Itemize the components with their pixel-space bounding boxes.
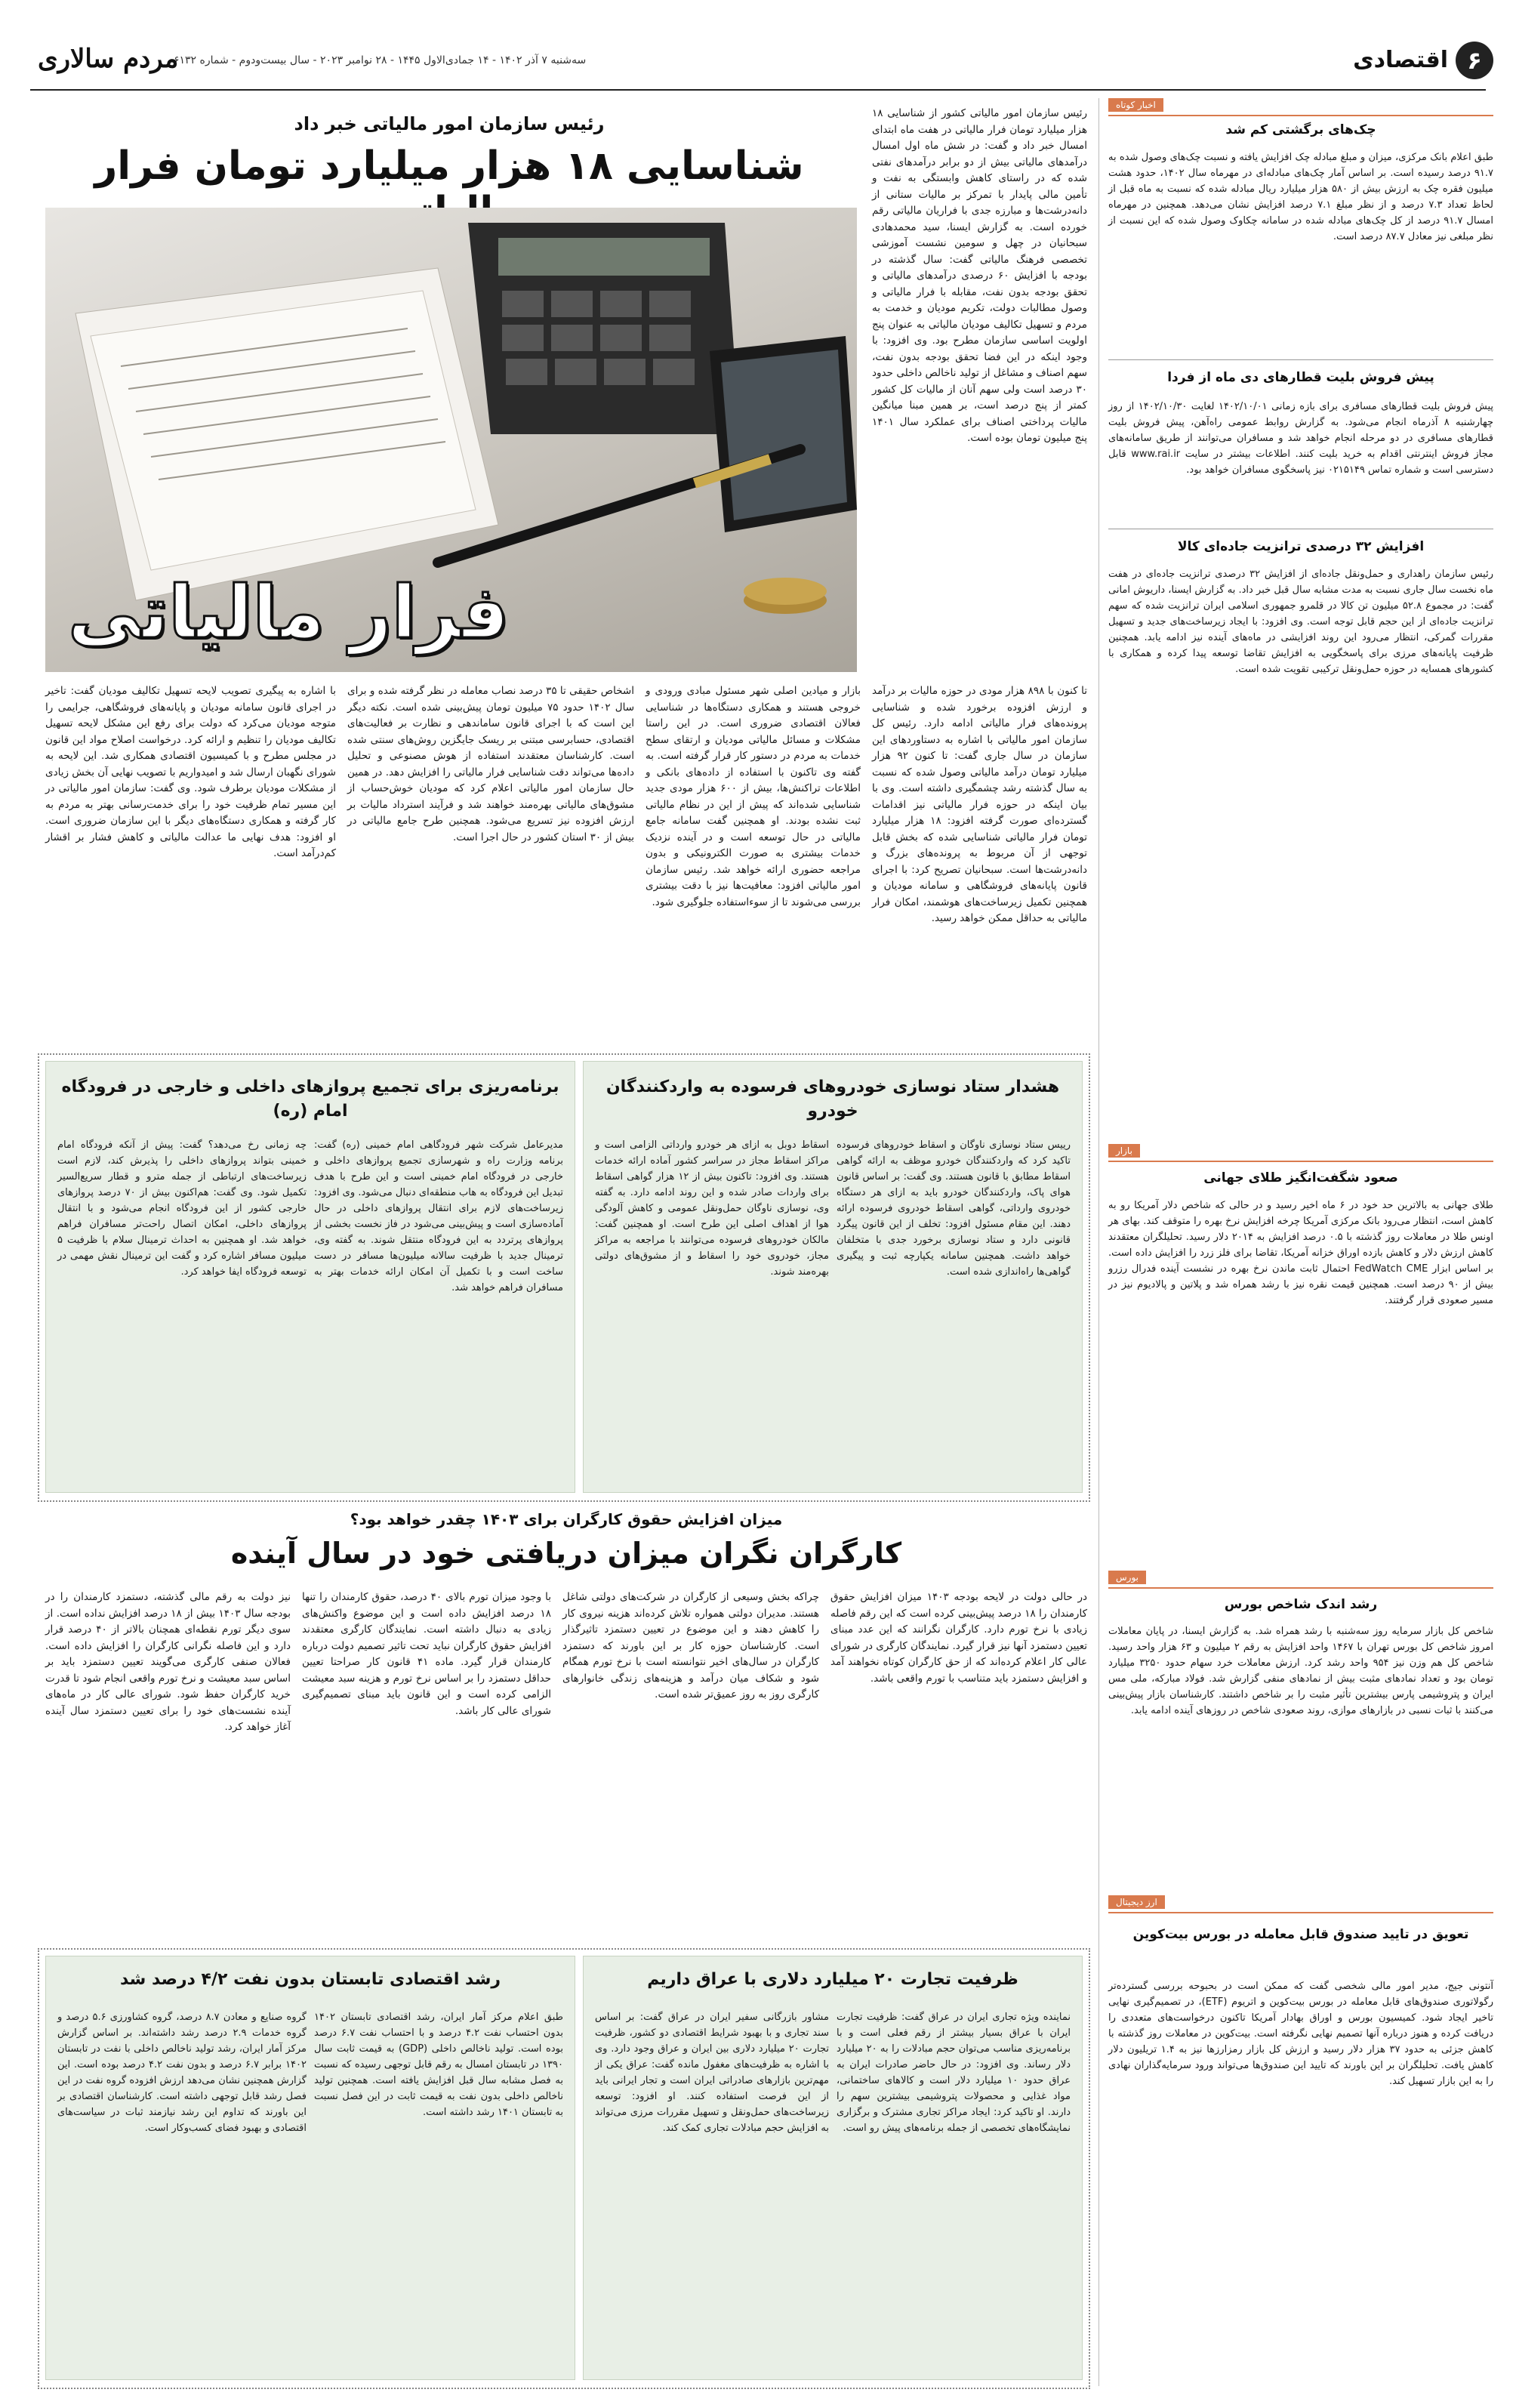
sidebar-rule: [1108, 1912, 1493, 1913]
box-body: گروه صنایع و معادن ۸.۷ درصد، گروه کشاورزی ۵.۶ درصد و گروه خدمات ۲.۹ درصد رشد داشته‌اند. بر اساس گزارش مرکز آمار ایران، رشد تولید ناخالص داخلی با نفت در تابستان ۱۴۰۲ برابر ۶.۷ درصد و بدون نفت ۴.۲ درصد بوده است. این گزارش همچنین نشان می‌دهد ارزش افزوده گروه نفت در این فصل رشد قابل توجهی داشته است. کارشناسان اقتصادی بر این باورند که تداوم این رشد نیازمند ثبات در سیاست‌های اقتصادی و بهبود فضای کسب‌وکار است.: [57, 2012, 307, 2134]
sidebar-title: چک‌های برگشتی کم شد: [1225, 122, 1376, 137]
wage-headline: کارگران نگران میزان دریافتی خود در سال آینده: [230, 1537, 902, 1570]
lead-body: بازار و میادین اصلی شهر مسئول مبادی ورودی و خروجی هستند و همکاری دستگاه‌ها در شناسایی فعالان اقتصادی ضروری است. در این راستا مشکلات و مسائل مالیاتی مودیان و ارتقای سطح خدمات به مردم در دستور کار قرار گرفته است. به گفته وی تاکنون با استفاده از داده‌های بانکی و اطلاعات تراکنش‌ها، بیش از ۶۰۰ هزار مودی جدید شناسایی شده‌اند که پیش از این در نظام مالیاتی ثبت نشده بودند. او همچنین گفت سامانه جامع مالیاتی در حال توسعه است و در آینده نزدیک خدمات بیشتری به صورت الکترونیکی و بدون مراجعه حضوری ارائه خواهد شد. رئیس سازمان امور مالیاتی افزود: معافیت‌ها نیز با دقت بیشتری بررسی می‌شوند تا از سوءاستفاده جلوگیری شود.: [646, 685, 861, 908]
news-box: [45, 1061, 575, 1493]
box-body: طبق اعلام مرکز آمار ایران، رشد اقتصادی تابستان ۱۴۰۲ بدون احتساب نفت ۴.۲ درصد و با احتساب نفت ۶.۷ درصد بوده است. تولید ناخالص داخلی (GDP) به قیمت ثابت سال ۱۳۹۰ در تابستان امسال به رقم قابل توجهی رسیده که نسبت به فصل مشابه سال قبل افزایش یافته است. همچنین تولید ناخالص داخلی بدون نفت به قیمت ثابت در این فصل نسبت به تابستان ۱۴۰۱ رشد داشته است.: [314, 2012, 563, 2118]
sidebar-title: افزایش ۳۲ درصدی ترانزیت جاده‌ای کالا: [1177, 539, 1425, 554]
box-body: نماینده ویژه تجاری ایران در عراق گفت: ظرفیت تجارت ایران با عراق بسیار بیشتر از رقم فعلی است و با برنامه‌ریزی مناسب می‌توان حجم مبادلات را به ۲۰ میلیارد دلار رساند. وی افزود: در حال حاضر صادرات ایران به عراق حدود ۱۰ میلیارد دلار است و کالاهای ساختمانی، مواد غذایی و محصولات پتروشیمی بیشترین سهم را دارند. او تاکید کرد: ایجاد مراکز تجاری مشترک و برگزاری نمایشگاه‌های تخصصی از جمله برنامه‌های پیش رو است.: [837, 2012, 1071, 2134]
box-body: رییس ستاد نوسازی ناوگان و اسقاط خودروهای فرسوده تاکید کرد که واردکنندگان خودرو موظف به ارائه گواهی اسقاط مطابق با قانون هستند. وی گفت: بر اساس قانون هوای پاک، واردکنندگان خودرو باید به ازای هر دستگاه خودروی وارداتی، گواهی اسقاط خودروی فرسوده ارائه دهند. این مقام مسئول افزود: تخلف از این قانون پیگرد قانونی دارد و ستاد نوسازی برخورد جدی با متخلفان خواهد داشت. همچنین سامانه یکپارچه ثبت و پیگیری گواهی‌ها راه‌اندازی شده است.: [837, 1139, 1071, 1278]
box-body: چه زمانی رخ می‌دهد؟ گفت: پیش از آنکه فرودگاه امام خمینی بتواند پروازهای داخلی را پذیرش کند، لازم است زیرساخت‌های ارتباطی از جمله مترو و قطار سریع‌السیر تکمیل شود. وی گفت: هم‌اکنون بیش از ۷۰ درصد پروازهای خارجی کشور از این فرودگاه انجام می‌شود و با انتقال پروازهای داخلی، امکان اتصال راحت‌تر مسافران فراهم خواهد شد. او همچنین به احداث ترمینال سلام با ظرفیت ۵ میلیون مسافر اشاره کرد و گفت این ترمینال نقش مهمی در توسعه فرودگاه ایفا خواهد کرد.: [57, 1139, 307, 1278]
sidebar-body: شاخص کل بازار سرمایه روز سه‌شنبه با رشد همراه شد. به گزارش ایسنا، در پایان معاملات امروز شاخص کل بورس تهران با ۱۴۶۷ واحد افزایش به رقم ۲ میلیون و ۶۳ هزار واحد رسید. شاخص کل هم وزن نیز ۹۵۴ واحد رشد کرد. ارزش معاملات خرد سهام حدود ۳۲۵۰ میلیارد تومان بود و تعداد نمادهای مثبت بیش از نمادهای منفی گزارش شد. فولاد مبارکه، ملی مس ایران و پتروشیمی پارس بیشترین تأثیر مثبت را بر شاخص داشتند. کارشناسان بازار پیش‌بینی می‌کنند با ثبات نسبی در بازارهای موازی، روند صعودی شاخص در روزهای آینده ادامه یابد.: [1108, 1626, 1494, 1716]
sidebar-tag: اخبار کوتاه: [1108, 98, 1163, 112]
sidebar-tag: بورس: [1108, 1571, 1146, 1584]
sidebar-body: آنتونی جیج، مدیر امور مالی شخصی گفت که ممکن است در بحبوحه بررسی گسترده‌تر رگولاتوری صندوق‌های قابل معامله در بورس بیت‌کوین و اتریوم (ETF)، در تصمیم‌گیری نهایی تاخیر ایجاد شود. کمیسیون بورس و اوراق بهادار آمریکا تاکنون درخواست‌های متعددی را دریافت کرده و هنوز درباره آنها تصمیم نهایی نگرفته است. بیت‌کوین در معاملات روز گذشته با کاهش جزئی به حدود ۳۷ هزار دلار رسید و ارزش کل بازار رمزارزها نیز به ۱.۴ تریلیون دلار کاهش یافت. تحلیلگران بر این باورند که تایید این صندوق‌ها می‌تواند ورود سرمایه‌گذاران نهادی را به این بازار تسهیل کند.: [1108, 1981, 1493, 2087]
sidebar-rule: [1108, 115, 1493, 116]
sidebar-title: تعویق در تایید صندوق قابل معامله در بورس بیت‌کوین: [1132, 1927, 1469, 1942]
sidebar-body: رئیس سازمان راهداری و حمل‌ونقل جاده‌ای از افزایش ۳۲ درصدی ترانزیت جاده‌ای در هفت ماه نخست سال جاری نسبت به مدت مشابه سال قبل خبر داد. به گزارش ایسنا، داریوش امانی گفت: در مجموع ۵۲.۸ میلیون تن کالا در قلمرو جمهوری اسلامی ایران ترانزیت شده که سهم ترانزیت جاده‌ای از این حجم قابل توجه است. وی افزود: با ایجاد زیرساخت‌های جدید و تسهیل مقررات گمرکی، انتظار می‌رود این روند افزایشی در ماه‌های آینده نیز ادامه یابد. همچنین ظرفیت پایانه‌های مرزی برای پاسخگویی به افزایش تقاضا توسعه پیدا کرده و همکاری با کشورهای همسایه در حوزه حمل‌ونقل ترکیبی تقویت شده است.: [1108, 569, 1493, 675]
page-number-badge: [1456, 42, 1493, 79]
sidebar-tag: بازار: [1108, 1144, 1140, 1158]
column-separator: [1098, 98, 1099, 2386]
masthead: [0, 0, 1516, 113]
sidebar-title: صعود شگفت‌انگیز طلای جهانی: [1203, 1170, 1398, 1186]
sidebar-title: رشد اندک شاخص بورس: [1224, 1597, 1378, 1612]
news-box: [583, 1061, 1083, 1493]
lead-kicker: رئیس سازمان امور مالیاتی خبر داد: [294, 113, 605, 134]
divider: [1108, 359, 1493, 360]
lead-intro: رئیس سازمان امور مالیاتی کشور از شناسایی ۱۸ هزار میلیارد تومان فرار مالیاتی در هفت ماه ابتدای امسال خبر داد و گفت: در شش ماه اول امسال درآمدهای مالیاتی بیش از دو برابر درآمدهای نفتی شده که در راستای کاهش وابستگی به نفت و تأمین مالی پایدار با تمرکز بر مالیات ستانی از دانه‌درشت‌ها و مبارزه جدی با فراریان مالیاتی رقم خورده است. به گزارش ایسنا، سید محمدهادی سبحانیان در چهل و سومین نشست آموزشی تخصصی فرهنگ مالیاتی گفت: سال گذشته در بودجه با افزایش ۶۰ درصدی درآمدهای مالیاتی و تحقق بودجه بدون نفت، مقابله با فرار مالیاتی و وصول مطالبات دولت، تکریم مودیان و خدمت به مردم و تسهیل تکالیف مودیان مالیاتی به عنوان پنج اولویت اساسی سازمان مطرح بود. وی افزود: با وجود اینکه در این فضا تحقق بودجه بدون نفت، سهم اصناف و مشاغل از تولید ناخالص داخلی حدود ۳۰ درصد است ولی سهم آنان از مالیات کل کشور کمتر از پنج درصد است، بر همین مبنا میانگین مالیات پرداختی اصناف برای عملکرد سال ۱۴۰۱ پنج میلیون تومان بوده است.: [872, 107, 1087, 444]
lead-headline: شناسایی ۱۸ هزار میلیارد تومان فرار: [94, 143, 804, 189]
box-title: هشدار ستاد نوسازی خودروهای فرسوده به واردکنندگان خودرو: [605, 1078, 1060, 1121]
news-box: [45, 1956, 575, 2380]
wage-body: با وجود میزان تورم بالای ۴۰ درصد، حقوق کارمندان را تنها ۱۸ درصد افزایش داده است و این موضوع واکنش‌های زیادی به دنبال داشته است. نمایندگان کارگری معتقدند افزایش حقوق کارگران نباید تحت تاثیر تصمیم دولت درباره کارمندان قرار گیرد. ماده ۴۱ قانون کار صراحتا تعیین حداقل دستمزد را بر اساس نرخ تورم و هزینه سبد معیشت الزامی کرده است و این قانون باید مبنای تصمیم‌گیری شورای عالی کار باشد.: [302, 1591, 552, 1717]
box-title: ظرفیت تجارت ۲۰ میلیارد دلاری با عراق داریم: [647, 1970, 1018, 1989]
sidebar-body: پیش فروش بلیت قطارهای مسافری برای بازه زمانی ۱۴۰۲/۱۰/۰۱ لغایت ۱۴۰۲/۱۰/۳۰ از روز چهارشنبه ۸ آذرماه انجام می‌شود. به گزارش روابط عمومی راه‌آهن، پیش فروش بلیت قطارهای مسافری در دو مرحله انجام خواهد شد و مسافران می‌توانند از طریق سامانه‌های مجاز فروش اینترنتی اقدام به خرید بلیت کنند. اطلاعات بیشتر در سایت www.rai.ir قابل دسترسی است و شماره تماس ۰۲۱۵۱۴۹ نیز پاسخگوی مسافران خواهد بود.: [1108, 401, 1494, 476]
wage-body: در حالی دولت در لایحه بودجه ۱۴۰۳ میزان افزایش حقوق کارمندان را ۱۸ درصد پیش‌بینی کرده است که این رقم فاصله زیادی با نرخ تورم دارد. کارگران نگرانند که این عدد مبنای تعیین دستمزد آنها نیز قرار گیرد. نمایندگان کارگری در شورای عالی کار اعلام کرده‌اند که از حق کارگران کوتاه نخواهند آمد و افزایش دستمزد باید متناسب با تورم واقعی باشد.: [830, 1591, 1087, 1685]
sidebar-body: طبق اعلام بانک مرکزی، میزان و مبلغ مبادله چک افزایش یافته و نسبت چک‌های وصول شده به ۹۱.۷ درصد رسیده است. بر اساس آمار چک‌های مبادله‌ای در مهرماه سال ۱۴۰۲، حدود هشت میلیون فقره چک به ارزش بیش از ۵۸۰ هزار میلیارد ریال مبادله شده که نسبت به ماه قبل از لحاظ تعداد ۷.۳ درصد و از نظر مبلغ ۷.۱ درصد افزایش نشان می‌دهد. همچنین در مهرماه امسال ۹۱.۷ درصد از کل چک‌های مبادله شده در سامانه چکاوک وصول شده که این نسبت از نظر مبلغی نیز معادل ۸۷.۷ درصد است.: [1108, 152, 1494, 242]
dateline: سه‌شنبه ۷ آذر ۱۴۰۲ - ۱۴ جمادی‌الاول ۱۴۴۵ - ۲۸ نوامبر ۲۰۲۳ - سال بیست‌ودوم - شماره ۶۱۳۲: [174, 54, 587, 66]
sidebar-body: طلای جهانی به بالاترین حد خود در ۶ ماه اخیر رسید و در حالی که شاخص دلار آمریکا رو به کاهش است، انتظار می‌رود بانک مرکزی آمریکا چرخه افزایش نرخ بهره را متوقف کند. بهای هر اونس طلا در معاملات روز گذشته با ۰.۵ درصد افزایش به ۲۰۱۴ دلار رسید. تحلیلگران معتقدند کاهش ارزش دلار و کاهش بازده اوراق خزانه آمریکا، تقاضا برای فلز زرد را افزایش داده است. بر اساس ابزار FedWatch CME احتمال ثابت ماندن نرخ بهره در نشست آینده فدرال رزرو بیش از ۹۰ درصد است. همچنین قیمت نقره نیز با رشد همراه شد و پلاتین و پالادیوم نیز در مسیر صعودی قرار گرفتند.: [1108, 1200, 1493, 1306]
box-title: برنامه‌ریزی برای تجمیع پروازهای داخلی و خارجی در فرودگاه امام (ره): [61, 1078, 559, 1121]
boxes-row-1: [38, 1053, 1090, 1502]
masthead-rule: [30, 89, 1486, 91]
lead-body: تا کنون با ۸۹۸ هزار مودی در حوزه مالیات بر درآمد و ارزش افزوده برخورد شده و شناسایی پرونده‌های فرار مالیاتی ادامه دارد. رئیس کل سازمان امور مالیاتی با اشاره به دستاوردهای این سازمان در سال جاری گفت: تا کنون ۹۲ هزار میلیارد تومان درآمد مالیاتی وصول شده که نسبت به سال گذشته رشد چشمگیری داشته است. وی با بیان اینکه در حوزه فرار مالیاتی نیز اقدامات گسترده‌ای صورت گرفته افزود: ۱۸ هزار میلیارد تومان فرار مالیاتی شناسایی شده که بخش قابل توجهی از آن مربوط به پرونده‌های بزرگ و دانه‌درشت‌ها است. سبحانیان تصریح کرد: با اجرای قانون پایانه‌های فروشگاهی و سامانه مودیان و همچنین تکمیل زیرساخت‌های هوشمند، امکان فرار مالیاتی به حداقل ممکن خواهد رسید.: [872, 685, 1087, 924]
sidebar-title: پیش فروش بلیت قطارهای دی ماه از فردا: [1167, 370, 1434, 385]
boxes-row-2: [38, 1948, 1090, 2389]
page-number: ۶: [1467, 46, 1482, 75]
box-body: مدیرعامل شرکت شهر فرودگاهی امام خمینی (ره) گفت: برنامه وزارت راه و شهرسازی تجمیع پروازهای داخلی و خارجی در فرودگاه امام خمینی است و این طرح با هدف تبدیل این فرودگاه به هاب منطقه‌ای دنبال می‌شود. وی افزود: زیرساخت‌های لازم برای انتقال پروازهای داخلی در حال آماده‌سازی است و پیش‌بینی می‌شود در فاز نخست بخشی از پروازهای پرتردد به این فرودگاه منتقل شوند. به گفته وی، ترمینال جدید با ظرفیت سالانه میلیون‌ها مسافر در دست ساخت است و با تکمیل آن امکان ارائه خدمات بهتر به مسافران فراهم خواهد شد.: [314, 1139, 563, 1293]
lead-body: اشخاص حقیقی تا ۳۵ درصد نصاب معامله در نظر گرفته شده و برای سال ۱۴۰۲ حدود ۷۵ میلیون تومان پیش‌بینی شده است. نکته دیگر این است که با اجرای قانون ساماندهی و نظارت بر فعالیت‌های اقتصادی، حسابرسی مبتنی بر ریسک جایگزین روش‌های سنتی شده است. کارشناسان معتقدند استفاده از هوش مصنوعی و تحلیل داده‌ها می‌تواند دقت شناسایی فرار مالیاتی را افزایش دهد. در همین حال سازمان امور مالیاتی اعلام کرد که مودیان خوش‌حساب از مشوق‌های مالیاتی بهره‌مند خواهند شد و فرآیند استرداد مالیات بر ارزش افزوده نیز تسریع می‌شود. همچنین طرح جامع مالیاتی در بیش از ۳۰ استان کشور در حال اجرا است.: [347, 685, 635, 843]
box-body: مشاور بازرگانی سفیر ایران در عراق گفت: بر اساس سند تجاری و با بهبود شرایط اقتصادی دو کشور، ظرفیت تجارت ۲۰ میلیارد دلاری بین ایران و عراق وجود دارد. وی با اشاره به ظرفیت‌های مغفول مانده گفت: عراق یکی از مهم‌ترین بازارهای صادراتی ایران است و تجار ایرانی باید از این فرصت استفاده کنند. او افزود: توسعه زیرساخت‌های حمل‌ونقل و تسهیل مقررات مرزی می‌تواند به افزایش حجم مبادلات تجاری کمک کند.: [595, 2012, 830, 2134]
wage-kicker: میزان افزایش حقوق کارگران برای ۱۴۰۳ چقدر خواهد بود؟: [350, 1510, 783, 1528]
sidebar-rule: [1108, 1161, 1493, 1162]
box-title: رشد اقتصادی تابستان بدون نفت ۴/۲ درصد شد: [119, 1970, 501, 1989]
masthead-logo: مردم سالاری: [38, 44, 179, 74]
news-box: [583, 1956, 1083, 2380]
box-body: اسقاط دوبل به ازای هر خودرو وارداتی الزامی است و مراکز اسقاط مجاز در سراسر کشور آماده ارائه خدمات هستند. وی افزود: تاکنون بیش از ۱۲ هزار گواهی اسقاط برای واردات صادر شده و این روند ادامه دارد. به گفته وی، نوسازی ناوگان حمل‌ونقل عمومی و کاهش آلودگی هوا از اهداف اصلی این طرح است. او همچنین گفت: مالکان خودروهای فرسوده می‌توانند با مراجعه به مراکز مجاز، خودروی خود را اسقاط و از مشوق‌های دولتی بهره‌مند شوند.: [595, 1139, 829, 1278]
wage-body: نیز دولت به رقم مالی گذشته، دستمزد کارمندان را در بودجه سال ۱۴۰۳ بیش از ۱۸ درصد افزایش نداده است. از سوی دیگر تورم نقطه‌ای همچنان بالاتر از ۴۰ درصد قرار دارد و این فاصله نگرانی کارگران را افزایش داده است. فعالان صنفی کارگری می‌گویند تعیین دستمزد باید بر اساس سبد معیشت و نرخ تورم واقعی انجام شود تا قدرت خرید کارگران حفظ شود. شورای عالی کار در ماه‌های آینده نشست‌های خود را برای تعیین دستمزد سال آینده آغاز خواهد کرد.: [45, 1591, 291, 1733]
sidebar-rule: [1108, 1587, 1493, 1589]
lead-body: با اشاره به پیگیری تصویب لایحه تسهیل تکالیف مودیان گفت: تاخیر در اجرای قانون سامانه مودیان و پایانه‌های فروشگاهی، جرایمی را متوجه مودیان می‌کرد که دولت برای رفع این مشکل لایحه تسهیل تکالیف مودیان را تنظیم و ارائه کرد. درخواست اصلاح مواد این قانون در مجلس مطرح و با کمیسیون اقتصادی همکاری شد. این لایحه به شورای نگهبان ارسال شد و امیدواریم با تصویب نهایی آن بخش زیادی از مشکلات مودیان برطرف شود. وی گفت: سازمان امور مالیاتی در این مسیر تمام ظرفیت خود را برای خدمت‌رسانی بهتر به مردم به کار گرفته و همکاری دستگاه‌های دیگر با این سازمان ضروری است. او افزود: هدف نهایی ما عدالت مالیاتی و کاهش فشار بر اقشار کم‌درآمد است.: [45, 685, 336, 859]
photo-caption: فرار مالیاتی: [68, 570, 510, 655]
section-title: اقتصادی: [1353, 47, 1448, 73]
sidebar: [1108, 98, 1493, 2386]
sidebar-tag: ارز دیجیتال: [1108, 1895, 1165, 1909]
lead-photo: [45, 208, 857, 672]
wage-body: چراکه بخش وسیعی از کارگران در شرکت‌های دولتی شاغل هستند. مدیران دولتی همواره تلاش کرده‌اند هزینه نیروی کار را کاهش دهند و این موضوع در تعیین دستمزد تاثیرگذار است. کارشناسان حوزه کار بر این باورند که دستمزد کارگران در سال‌های اخیر نتوانسته است با نرخ تورم همگام شود و شکاف میان درآمد و هزینه‌های زندگی خانوارهای کارگری روز به روز عمیق‌تر شده است.: [562, 1591, 819, 1700]
